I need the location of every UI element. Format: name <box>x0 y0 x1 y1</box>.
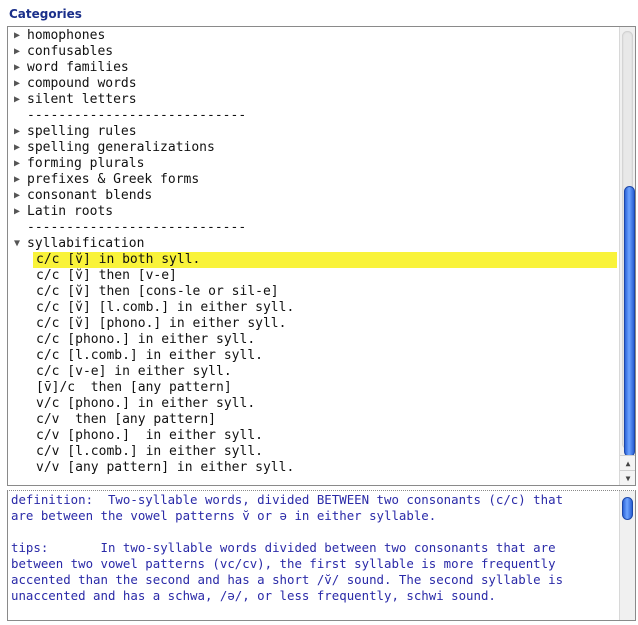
subcategory-label: v/c [phono.] in either syll. <box>36 396 256 411</box>
subcategory-label: c/v [phono.] in either syll. <box>36 428 263 443</box>
definition-line: accented than the second and has a short /v̆/ sound. The second syllable is <box>11 572 564 587</box>
subcategory-item[interactable] <box>8 348 617 364</box>
category-label: spelling generalizations <box>27 140 215 155</box>
triangle-right-icon[interactable]: ▶ <box>14 46 21 57</box>
definition-text <box>11 492 615 604</box>
category-item[interactable] <box>8 44 617 60</box>
subcategory-label: c/c [v̆] then [cons-le or sil-e] <box>36 284 279 299</box>
subcategory-item[interactable] <box>8 444 617 460</box>
subcategory-label: c/c [v̆] then [v-e] <box>36 268 177 283</box>
subcategory-label: [v̄]/c then [any pattern] <box>36 380 232 395</box>
subcategory-item[interactable] <box>8 300 617 316</box>
category-label: prefixes & Greek forms <box>27 172 200 187</box>
triangle-right-icon[interactable]: ▶ <box>14 174 21 185</box>
category-label: Latin roots <box>27 204 114 219</box>
subcategory-label: c/c [v̆] [phono.] in either syll. <box>36 316 287 331</box>
categories-title: Categories <box>9 7 82 21</box>
tree-scrollbar[interactable] <box>619 27 635 485</box>
subcategory-item[interactable] <box>8 380 617 396</box>
definition-line <box>11 524 615 540</box>
category-label: spelling rules <box>27 124 137 139</box>
triangle-right-icon[interactable]: ▶ <box>14 126 21 137</box>
subcategory-item[interactable] <box>8 428 617 444</box>
subcategory-label: c/c [v-e] in either syll. <box>36 364 232 379</box>
category-tree[interactable] <box>7 26 636 486</box>
triangle-right-icon[interactable]: ▶ <box>14 158 21 169</box>
subcategory-item[interactable] <box>8 412 617 428</box>
triangle-right-icon[interactable]: ▶ <box>14 142 21 153</box>
category-item[interactable] <box>8 236 617 252</box>
subcategory-label: c/c [v̆] in both syll. <box>36 252 201 267</box>
subcategory-item[interactable] <box>8 460 617 476</box>
category-item[interactable] <box>8 124 617 140</box>
category-item[interactable] <box>8 76 617 92</box>
category-label: silent letters <box>27 92 137 107</box>
subcategory-item-selected[interactable] <box>8 252 617 268</box>
subcategory-label: c/v then [any pattern] <box>36 412 217 427</box>
triangle-right-icon[interactable]: ▶ <box>14 30 21 41</box>
category-item[interactable] <box>8 156 617 172</box>
subcategory-item[interactable] <box>8 268 617 284</box>
category-label: forming plurals <box>27 156 145 171</box>
category-item[interactable] <box>8 172 617 188</box>
subcategory-label: v/v [any pattern] in either syll. <box>36 460 295 475</box>
tree-scroll-thumb[interactable] <box>624 186 635 457</box>
subcategory-label: c/c [phono.] in either syll. <box>36 332 256 347</box>
definition-scroll-thumb[interactable] <box>622 497 633 520</box>
separator-row <box>8 220 617 236</box>
separator-text: ---------------------------- <box>27 108 247 123</box>
triangle-right-icon[interactable]: ▶ <box>14 206 21 217</box>
definition-line: definition: Two-syllable words, divided BETWEEN two consonants (c/c) that <box>11 492 564 507</box>
subcategory-label: c/c [v̆] [l.comb.] in either syll. <box>36 300 295 315</box>
category-item[interactable] <box>8 28 617 44</box>
separator-text: ---------------------------- <box>27 220 247 235</box>
subcategory-item[interactable] <box>8 284 617 300</box>
subcategory-item[interactable] <box>8 396 617 412</box>
triangle-down-icon[interactable]: ▼ <box>14 238 21 249</box>
category-item[interactable] <box>8 188 617 204</box>
definition-scrollbar[interactable] <box>619 491 635 620</box>
definition-line: between two vowel patterns (vc/cv), the first syllable is more frequently <box>11 556 556 571</box>
subcategory-item[interactable] <box>8 316 617 332</box>
scroll-down-arrow-icon[interactable]: ▼ <box>620 470 636 485</box>
subcategory-item[interactable] <box>8 364 617 380</box>
separator-row <box>8 108 617 124</box>
subcategory-item[interactable] <box>8 332 617 348</box>
definition-line: unaccented and has a schwa, /ə/, or less frequently, schwi sound. <box>11 588 496 603</box>
triangle-right-icon[interactable]: ▶ <box>14 190 21 201</box>
category-label: word families <box>27 60 129 75</box>
subcategory-label: c/c [l.comb.] in either syll. <box>36 348 263 363</box>
category-label: confusables <box>27 44 114 59</box>
category-label: consonant blends <box>27 188 153 203</box>
triangle-right-icon[interactable]: ▶ <box>14 94 21 105</box>
category-label: syllabification <box>27 236 145 251</box>
category-item[interactable] <box>8 60 617 76</box>
category-item[interactable] <box>8 140 617 156</box>
category-item[interactable] <box>8 92 617 108</box>
triangle-right-icon[interactable]: ▶ <box>14 78 21 89</box>
category-label: compound words <box>27 76 137 91</box>
category-label: homophones <box>27 28 106 43</box>
category-list <box>8 28 617 476</box>
triangle-right-icon[interactable]: ▶ <box>14 62 21 73</box>
definition-panel[interactable] <box>7 490 636 621</box>
category-item[interactable] <box>8 204 617 220</box>
tree-scroll-track[interactable] <box>622 31 633 449</box>
definition-line: tips: In two-syllable words divided between two consonants that are <box>11 540 556 555</box>
definition-line: are between the vowel patterns v̆ or ə in either syllable. <box>11 508 437 523</box>
subcategory-label: c/v [l.comb.] in either syll. <box>36 444 263 459</box>
scroll-up-arrow-icon[interactable]: ▲ <box>620 455 636 470</box>
